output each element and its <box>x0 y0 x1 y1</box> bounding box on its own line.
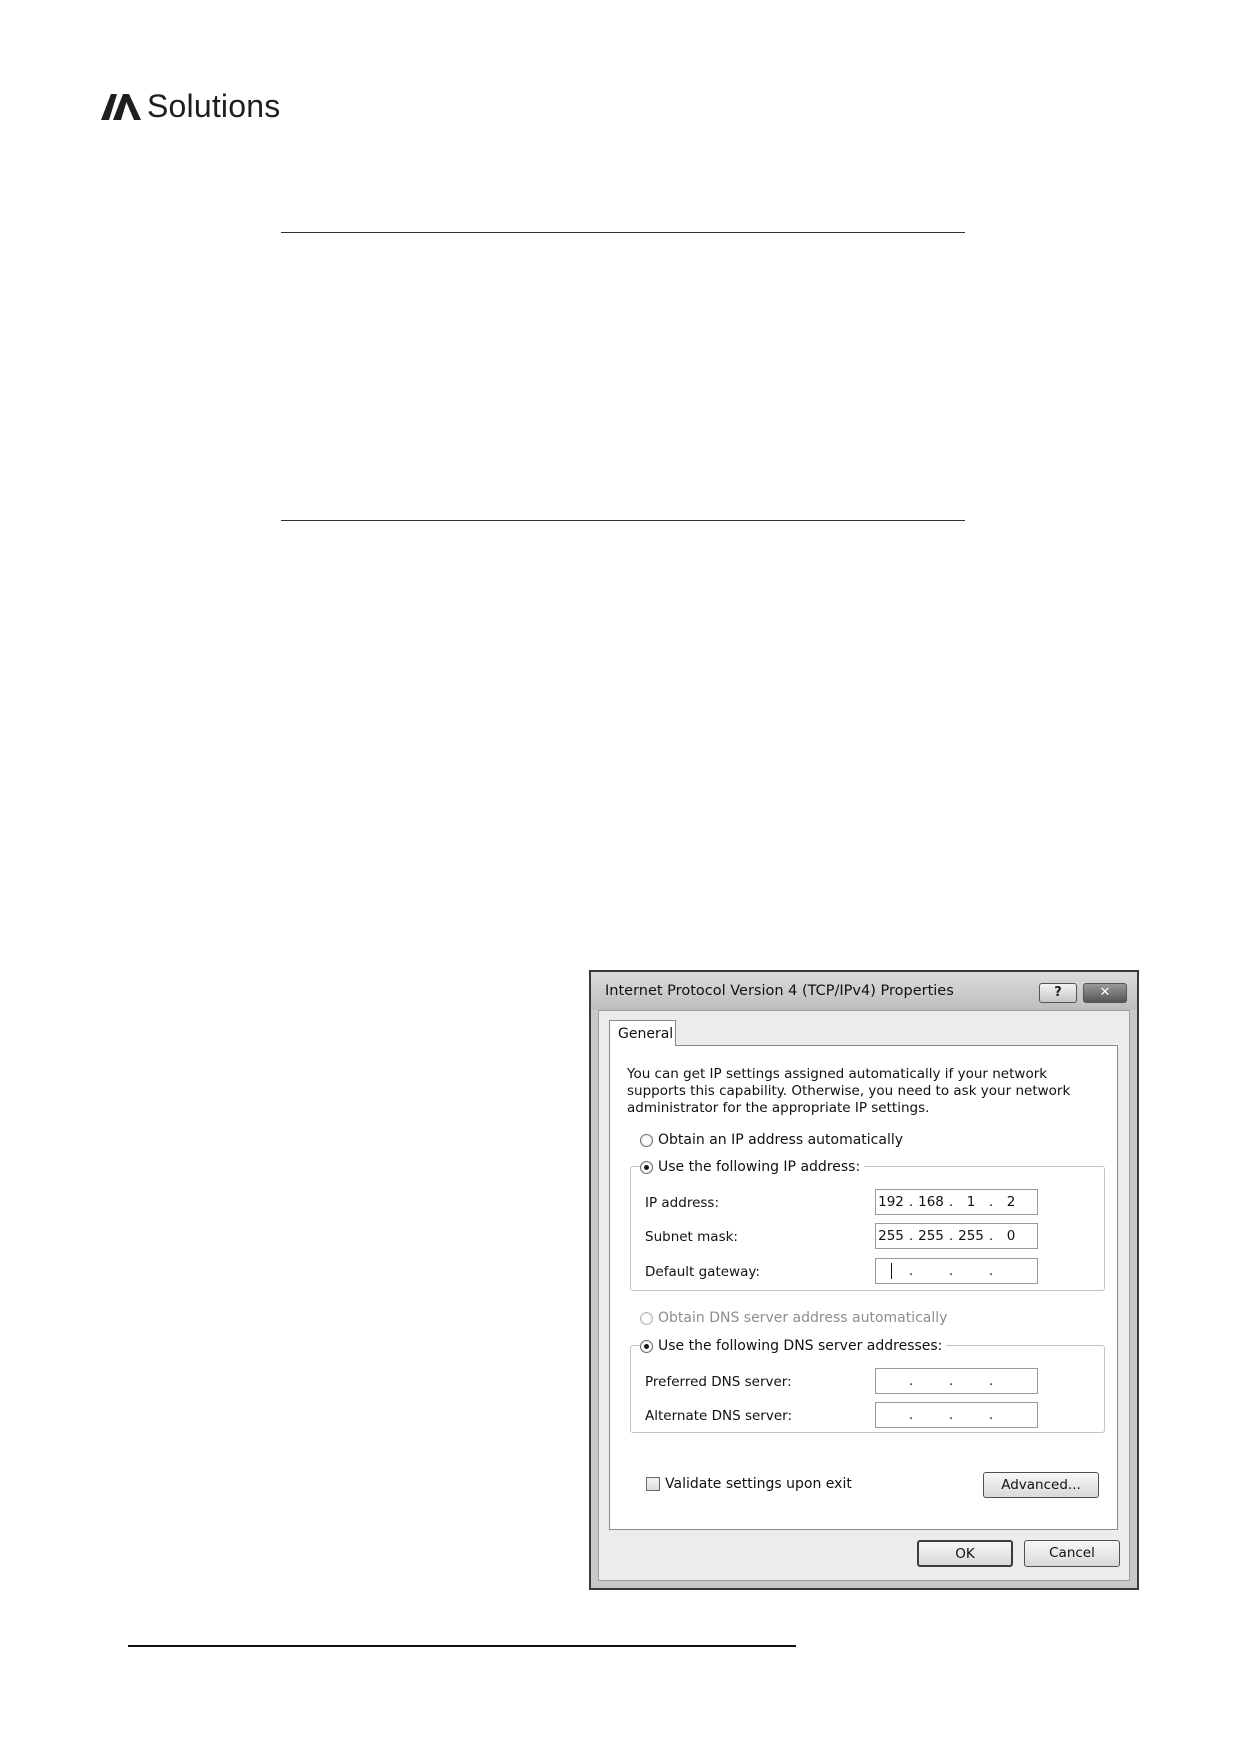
text-caret <box>891 1263 892 1279</box>
gateway-dot: . <box>908 1263 914 1279</box>
obtain-dns-auto-label: Obtain DNS server address automatically <box>658 1310 948 1326</box>
cancel-button[interactable]: Cancel <box>1024 1540 1120 1567</box>
ip-dot: . <box>988 1194 994 1210</box>
validate-settings-option[interactable] <box>646 1476 852 1492</box>
subnet-mask-field[interactable] <box>875 1223 1038 1249</box>
subnet-dot: . <box>948 1228 954 1244</box>
obtain-ip-auto-option[interactable] <box>640 1132 907 1148</box>
gateway-octet-1 <box>876 1263 906 1279</box>
ip-octet-1: 192 <box>878 1194 904 1210</box>
pdns-dot: . <box>988 1373 994 1389</box>
middle-divider <box>281 520 965 521</box>
subnet-octet-3: 255 <box>958 1228 984 1244</box>
validate-settings-label: Validate settings upon exit <box>665 1476 852 1492</box>
default-gateway-field[interactable] <box>875 1258 1038 1284</box>
dialog-client-area <box>598 1010 1130 1581</box>
preferred-dns-label: Preferred DNS server: <box>645 1374 792 1390</box>
subnet-octet-2: 255 <box>918 1228 944 1244</box>
use-following-ip-label: Use the following IP address: <box>658 1159 861 1175</box>
general-tab-panel <box>609 1045 1118 1530</box>
subnet-dot: . <box>908 1228 914 1244</box>
bottom-divider <box>128 1645 796 1647</box>
tab-general[interactable]: General <box>609 1020 676 1046</box>
pdns-dot: . <box>948 1373 954 1389</box>
subnet-octet-1: 255 <box>878 1228 904 1244</box>
use-following-dns-option[interactable] <box>640 1338 946 1354</box>
preferred-dns-field[interactable] <box>875 1368 1038 1394</box>
obtain-dns-auto-option[interactable] <box>640 1310 951 1326</box>
gateway-dot: . <box>988 1263 994 1279</box>
adns-dot: . <box>908 1407 914 1423</box>
obtain-dns-auto-radio[interactable] <box>640 1312 653 1325</box>
dialog-titlebar[interactable] <box>591 972 1137 1010</box>
alternate-dns-label: Alternate DNS server: <box>645 1408 793 1424</box>
subnet-mask-label: Subnet mask: <box>645 1229 738 1245</box>
subnet-octet-4: 0 <box>1006 1228 1016 1244</box>
ip-octet-4: 2 <box>1006 1194 1016 1210</box>
dialog-title: Internet Protocol Version 4 (TCP/IPv4) Properties <box>605 983 954 999</box>
ip-octet-2: 168 <box>918 1194 944 1210</box>
adns-dot: . <box>988 1407 994 1423</box>
use-following-ip-option[interactable] <box>640 1159 864 1175</box>
ip-octet-3: 1 <box>966 1194 976 1210</box>
ok-button[interactable]: OK <box>917 1540 1013 1567</box>
ip-dot: . <box>948 1194 954 1210</box>
help-button[interactable]: ? <box>1039 983 1077 1003</box>
close-button[interactable]: ✕ <box>1083 983 1127 1003</box>
gateway-dot: . <box>948 1263 954 1279</box>
top-divider <box>281 232 965 233</box>
subnet-dot: . <box>988 1228 994 1244</box>
logo-text: Solutions <box>147 87 281 124</box>
obtain-ip-auto-radio[interactable] <box>640 1134 653 1147</box>
validate-settings-checkbox[interactable] <box>646 1477 660 1491</box>
alternate-dns-field[interactable] <box>875 1402 1038 1428</box>
ip-address-field[interactable] <box>875 1189 1038 1215</box>
logo-mark-icon <box>101 92 143 120</box>
use-following-dns-label: Use the following DNS server addresses: <box>658 1338 943 1354</box>
use-following-ip-radio[interactable] <box>640 1161 653 1174</box>
ip-address-label: IP address: <box>645 1195 719 1211</box>
use-following-dns-radio[interactable] <box>640 1340 653 1353</box>
default-gateway-label: Default gateway: <box>645 1264 760 1280</box>
adns-dot: . <box>948 1407 954 1423</box>
tcpip-properties-dialog <box>589 970 1139 1590</box>
intro-text: You can get IP settings assigned automatically if your network supports this capability. Otherwise, you need to ask your network administrator for the appropriate IP settings. <box>627 1066 1071 1116</box>
obtain-ip-auto-label: Obtain an IP address automatically <box>658 1132 904 1148</box>
advanced-button[interactable]: Advanced... <box>983 1472 1099 1498</box>
pdns-dot: . <box>908 1373 914 1389</box>
brand-logo <box>101 86 280 126</box>
ip-dot: . <box>908 1194 914 1210</box>
